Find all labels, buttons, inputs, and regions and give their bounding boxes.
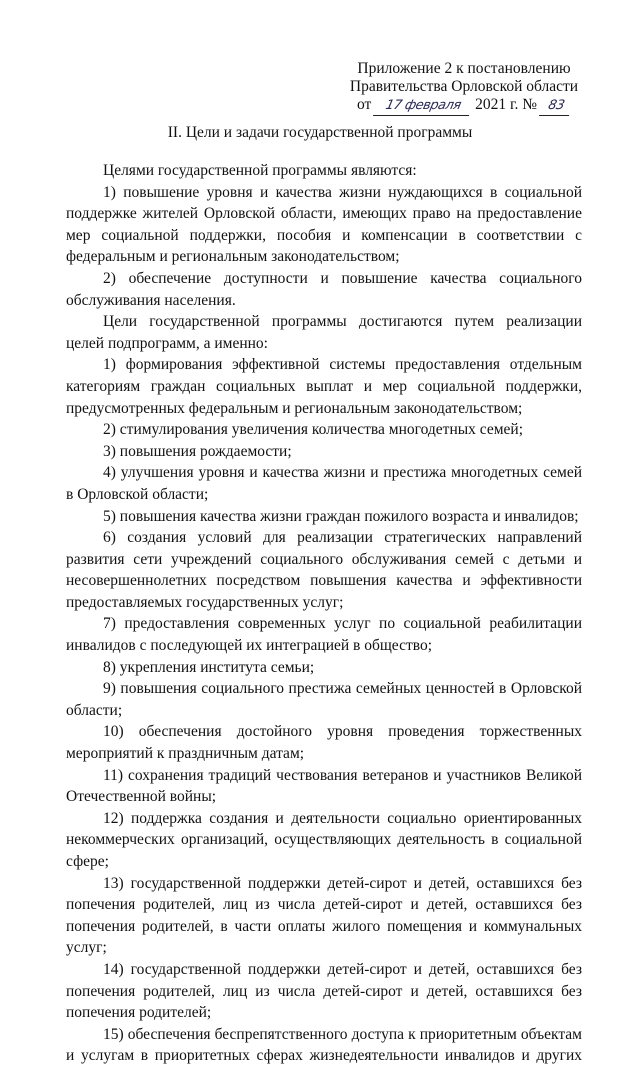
paragraph: 13) государственной поддержки детей-сирот и детей, оставшихся без попечения родителей, лиц из числа детей-сирот и детей, оставшихся без попечения родителей, в части оплаты жилого помещения и коммунальных услуг; [66,874,582,957]
document-body [66,160,582,1067]
paragraph: 2) обеспечение доступности и повышение качества социального обслуживания населения. [66,269,582,309]
handwritten-number: 83 [539,97,573,116]
paragraph: 5) повышения качества жизни граждан пожилого возраста и инвалидов; [103,507,579,525]
paragraph: 8) укрепления института семьи; [103,658,315,676]
paragraph: 4) улучшения уровня и качества жизни и престижа многодетных семей в Орловской области; [66,464,582,503]
paragraph: 12) поддержка создания и деятельности социально ориентированных некоммерческих организаций, осуществляющих деятельность в социальной сфере; [66,809,582,870]
appendix-date-line [334,96,594,116]
paragraph: Цели государственной программы достигаются путем реализации целей подпрограмм, а именно: [66,313,582,352]
paragraph: 2) стимулирования увеличения количества многодетных семей; [103,421,524,439]
paragraph: 15) обеспечения беспрепятственного доступа к приоритетным объектам и услугам в приоритетных сферах жизнедеятельности инвалидов и других [66,1025,582,1065]
paragraph: 11) сохранения традиций чествования ветеранов и участников Великой Отечественной войны; [66,766,582,806]
date-prefix: от [357,96,372,113]
appendix-line-1: Приложение 2 к постановлению [357,60,571,77]
paragraph: 1) повышение уровня и качества жизни нуждающихся в социальной поддержке жителей Орловской области, имеющих право на предоставление мер социальной поддержки, пособия и компенсации в соответствии с федеральным и региональным законодательством; [66,183,582,266]
paragraph: 14) государственной поддержки детей-сирот и детей, оставшихся без попечения родителей, лиц из числа детей-сирот и детей, оставшихся без попечения родителей; [66,960,582,1022]
appendix-block [334,60,594,116]
paragraph: 6) создания условий для реализации стратегических направлений развития сети учреждений социального обслуживания семей с детьми и несовершеннолетних посредством повышения качества и эффективности предоставляемых государственных услуг; [66,529,582,611]
handwritten-date: 17 февраля [373,97,473,116]
date-year: 2021 г. № [475,96,538,113]
paragraph: 1) формирования эффективной системы предоставления отдельным категориям граждан социальных выплат и мер социальной поддержки, предусмотренных федеральным и региональным законодательством; [66,356,582,417]
section-heading: II. Цели и задачи государственной программы [167,124,473,141]
paragraph: Целями государственной программы являются: [103,162,417,179]
appendix-line-2: Правительства Орловской области [349,78,579,95]
paragraph: 10) обеспечения достойного уровня проведения торжественных мероприятий к праздничным датам; [66,723,582,763]
paragraph: 3) повышения рождаемости; [103,442,292,460]
paragraph: 9) повышения социального престижа семейных ценностей в Орловской области; [66,680,582,719]
paragraph: 7) предоставления современных услуг по социальной реабилитации инвалидов с последующей их интеграцией в общество; [66,615,582,655]
